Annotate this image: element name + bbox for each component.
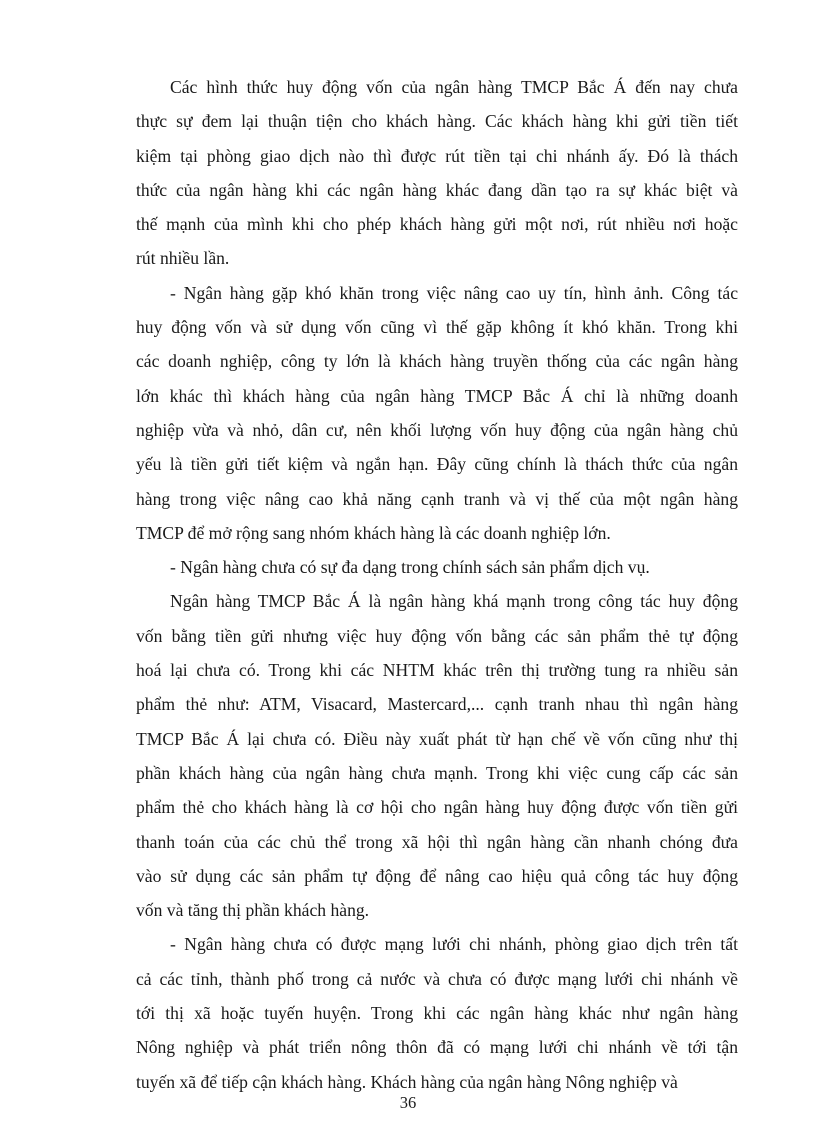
text-line: rút nhiều lần. [136,248,230,269]
text-line: vào sử dụng các sản phẩm tự động để nâng cao hiệu quả công tác huy động [136,865,738,886]
text-line: kiệm tại phòng giao dịch nào thì được rút tiền tại chi nhánh ấy. Đó là thách [136,145,738,166]
text-line: thế mạnh của mình khi cho phép khách hàng gửi một nơi, rút nhiều nơi hoặc [136,214,738,235]
text-line: các doanh nghiệp, công ty lớn là khách hàng truyền thống của các ngân hàng [136,351,738,372]
text-line: thanh toán của các chủ thể trong xã hội thì ngân hàng cần nhanh chóng đưa [136,831,738,852]
text-line: tới thị xã hoặc tuyến huyện. Trong khi các ngân hàng khác như ngân hàng [136,1003,738,1024]
page-number: 36 [399,1093,417,1112]
text-line: huy động vốn và sử dụng vốn cũng vì thế gặp không ít khó khăn. Trong khi [136,317,738,338]
text-line: vốn bằng tiền gửi nhưng việc huy động vốn bằng các sản phẩm thẻ tự động [136,625,738,646]
text-line: phần khách hàng của ngân hàng chưa mạnh. Trong khi việc cung cấp các sản [136,762,738,783]
text-line: tuyến xã để tiếp cận khách hàng. Khách hàng của ngân hàng Nông nghiệp và [136,1071,678,1092]
text-line: hàng trong việc nâng cao khả năng cạnh tranh và vị thế của một ngân hàng [136,488,738,509]
text-line: vốn và tăng thị phần khách hàng. [136,900,370,921]
text-line: thức của ngân hàng khi các ngân hàng khác đang dần tạo ra sự khác biệt và [136,179,738,200]
text-line: phẩm thẻ cho khách hàng là cơ hội cho ngân hàng huy động được vốn tiền gửi [136,797,738,818]
text-line: TMCP Bắc Á lại chưa có. Điều này xuất phát từ hạn chế về vốn cũng như thị [136,728,738,749]
text-line: nghiệp vừa và nhỏ, dân cư, nên khối lượng vốn huy động của ngân hàng chủ [136,419,738,440]
text-line: TMCP để mở rộng sang nhóm khách hàng là các doanh nghiệp lớn. [136,522,611,543]
text-line: hoá lại chưa có. Trong khi các NHTM khác trên thị trường tung ra nhiều sản [136,660,738,681]
text-line: Ngân hàng TMCP Bắc Á là ngân hàng khá mạnh trong công tác huy động [170,591,738,612]
text-line: cả các tỉnh, thành phố trong cả nước và chưa có được mạng lưới chi nhánh về [136,968,738,989]
text-line: lớn khác thì khách hàng của ngân hàng TMCP Bắc Á chỉ là những doanh [136,385,738,406]
text-line: thực sự đem lại thuận tiện cho khách hàng. Các khách hàng khi gửi tiền tiết [136,111,738,132]
text-line: phẩm thẻ như: ATM, Visacard, Mastercard,... cạnh tranh nhau thì ngân hàng [136,694,738,715]
text-line: yếu là tiền gửi tiết kiệm và ngắn hạn. Đây cũng chính là thách thức của ngân [136,454,738,475]
text-line: - Ngân hàng chưa có sự đa dạng trong chính sách sản phẩm dịch vụ. [170,557,650,578]
text-line: Các hình thức huy động vốn của ngân hàng TMCP Bắc Á đến nay chưa [170,77,738,97]
text-line: - Ngân hàng gặp khó khăn trong việc nâng cao uy tín, hình ảnh. Công tác [170,282,738,303]
text-line: Nông nghiệp và phát triển nông thôn đã có mạng lưới chi nhánh về tới tận [136,1037,738,1058]
text-line: - Ngân hàng chưa có được mạng lưới chi nhánh, phòng giao dịch trên tất [170,934,738,955]
body-text [136,70,738,1099]
